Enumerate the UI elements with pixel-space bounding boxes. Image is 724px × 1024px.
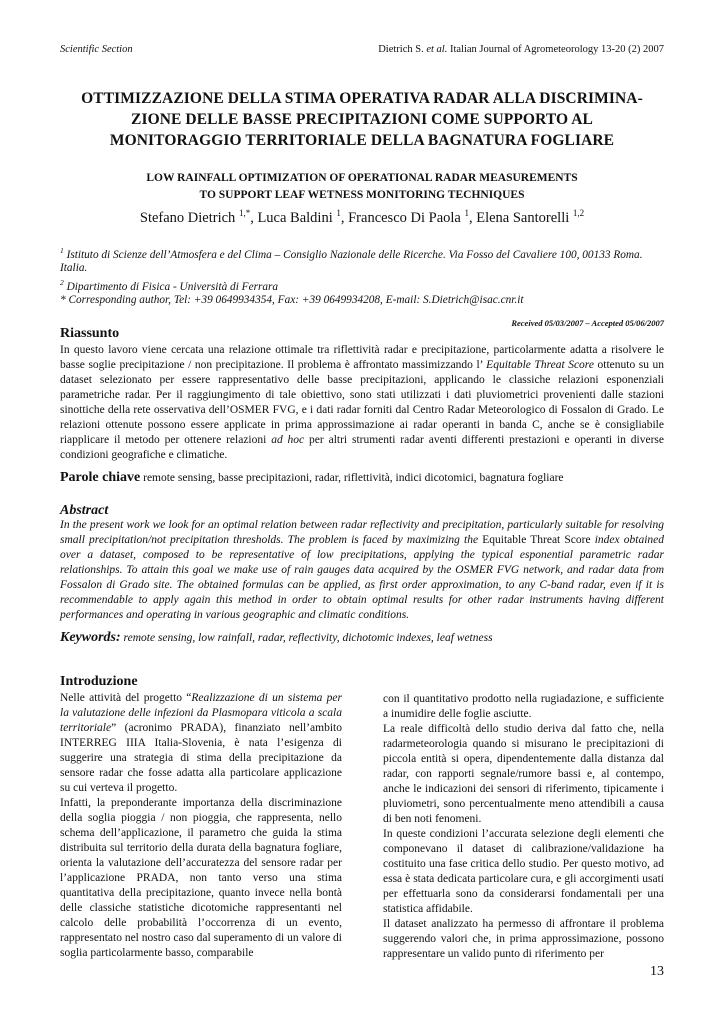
title-line: ZIONE DELLE BASSE PRECIPITAZIONI COME SUPPORTO AL: [131, 111, 593, 128]
affiliation-mark: 1: [60, 246, 64, 255]
citation-authors: Dietrich S.: [378, 44, 424, 55]
abstract-text: [60, 518, 664, 623]
keywords-text: remote sensing, low rainfall, radar, reflectivity, dichotomic indexes, leaf wetness: [120, 632, 493, 644]
citation-etal: et al.: [426, 44, 448, 55]
affiliation-2: [60, 276, 662, 294]
paragraph: Il dataset analizzato ha permesso di affrontare il problema suggerendo valori che, in prima approssimazione, possono rappresentare un valido punto di riferimento per: [383, 918, 664, 960]
text-run-upright: Equitable Threat Score: [482, 534, 591, 546]
paragraph: Infatti, la preponderante importanza della discriminazione della soglia pioggia / non pioggia, che rappresenta, nello schema dell’applicazione, il parametro che guida la stima distribuita sul territorio della durata della bagnatura fogliare, orienta la valutazione dell’accuratezza del sensore radar per l’applicazione PRADA, non tanto verso una stima quantitativa della precipitazione, quanto invece nella bontà delle classiche statistiche dicotomiche rappresentanti nel calcolo delle probabilità l’occorrenza di un evento, rappresentato nel nostro caso dal superamento di un valore di soglia particolarmente basso, comparabile: [60, 797, 342, 959]
subtitle-line: TO SUPPORT LEAF WETNESS MONITORING TECHNIQUES: [199, 189, 525, 201]
corresponding-author: * Corresponding author, Tel: +39 0649934354, Fax: +39 0649934208, E-mail: S.Dietrich@isac.cnr.it: [60, 294, 524, 307]
author-name: Stefano Dietrich: [139, 210, 236, 226]
affiliations: [60, 244, 662, 308]
text-run: ” (acronimo PRADA), finanziato nell’ambito INTERREG IIIA Italia-Slovenia, è nata l’esigenza di suggerire una strategia di stima della precipitazione da sensore radar che fosse adatta alla particolare applicazione su cui verteva il progetto.: [60, 722, 342, 794]
author-affiliation-mark: 1: [464, 208, 469, 219]
parole-chiave-label: Parole chiave: [60, 470, 141, 485]
riassunto-text: [60, 343, 664, 463]
text-run: Nelle attività del progetto “: [60, 692, 192, 704]
parole-chiave-text: remote sensing, basse precipitazioni, radar, riflettività, indici dicotomici, bagnatura fogliare: [140, 472, 564, 484]
author-name: Francesco Di Paola: [348, 210, 461, 226]
affiliation-1: [60, 244, 662, 276]
title-line: MONITORAGGIO TERRITORIALE DELLA BAGNATURA FOGLIARE: [109, 132, 615, 149]
affiliation-mark: 2: [60, 277, 64, 287]
text-run-italic: Equitable Threat Score: [486, 359, 594, 371]
citation-journal: Italian Journal of Agrometeorology 13-20 (2) 2007: [449, 44, 664, 55]
subtitle-line: LOW RAINFALL OPTIMIZATION OF OPERATIONAL RADAR MEASUREMENTS: [146, 172, 578, 184]
paragraph: La reale difficoltà dello studio deriva dal fatto che, nella radarmeteorologia quando si misurano le precipitazioni di piccola entità si opera, dipendentemente dalla distanza dal radar, con rapporti segnale/rumore bassi e, al contempo, anche le indicazioni dei sensori di riferimento, tipicamente i pluviometri, sono percentualmente meno attendibili a causa di ben noti fenomeni.: [383, 723, 664, 825]
text-run: index obtained over a dataset, composed to be representative of low precipitations, applying the typical esponential parametric radar relationships. To attain this goal we make use of rain gauges data acquired by the OSMER FVG network, and radar data from Fossalon di Grado site. The obtained formulas can be applied, as first order approximation, to any C-band radar, even if it is recommendable to apply again this method in order to obtain optimal results for other radar instruments having different performances and operating in various geographic and climatic conditions.: [60, 534, 664, 621]
riassunto-heading: Riassunto: [60, 326, 120, 341]
paragraph: In queste condizioni l’accurata selezione degli elementi che componevano il dataset di calibrazione/validazione ha costituito una fase critica dello studio. Per questo motivo, ad essa è stata dedicata particolare cura, e gli accorgimenti usati per effettuarla sono da considerarsi fondamentali per una statistica affidabile.: [383, 828, 664, 915]
author-name: Luca Baldini: [257, 210, 333, 226]
text-run-italic: ad hoc: [271, 434, 305, 446]
author-affiliation-mark: 1: [336, 208, 341, 219]
body-column-right: [383, 692, 664, 962]
author-name: Elena Santorelli: [476, 210, 570, 226]
introduzione-heading: Introduzione: [60, 674, 138, 689]
running-header: [60, 44, 664, 55]
paragraph: [60, 691, 342, 796]
paragraph: con il quantitativo prodotto nella rugiadazione, e sufficiente a inumidire delle foglie asciutte.: [383, 693, 664, 720]
affiliation-text: Dipartimento di Fisica - Università di Ferrara: [66, 280, 279, 293]
body-column-left: [60, 691, 342, 961]
keywords: [60, 630, 664, 646]
paper-title: [60, 88, 664, 151]
section-label: Scientific Section: [60, 44, 133, 55]
page-number: 13: [650, 964, 664, 979]
keywords-label: Keywords:: [60, 630, 121, 645]
affiliation-text: Istituto di Scienze dell’Atmosfera e del Clima – Consiglio Nazionale delle Ricerche. Via Fosso del Cavaliere 100, 00133 Roma. Italia.: [60, 248, 643, 275]
text-run: per altri strumenti radar aventi differenti prestazioni e operanti in diverse condizioni geografiche e climatiche.: [60, 434, 665, 461]
text-run-italic: Realizzazione di un sistema per la valutazione delle infezioni da Plasmopara viticola a scala territoriale: [60, 692, 342, 734]
author-affiliation-mark: 1,*: [238, 208, 251, 219]
author-affiliation-mark: 1,2: [572, 208, 585, 219]
paper-subtitle: [60, 170, 664, 204]
parole-chiave: [60, 470, 664, 486]
abstract-heading: Abstract: [60, 503, 109, 518]
text-run: ottenuto su un dataset selezionato per essere rappresentativo delle basse precipitazioni, applicando le classiche relazioni esponenziali parametriche radar. Per il raggiungimento di tale obiettivo, sono stati utilizzati i dati pluviometrici provenienti dalle stazioni sinottiche della rete osservativa dell’OSMER FVG, e i dati radar forniti dal Centro Radar Meteorologico di Fossalon di Grado. Le relazioni ottenute possono essere applicate in prima approssimazione ai radar operanti in banda C, anche se è consigliabile riapplicare il metodo per ottenere relazioni: [60, 359, 664, 446]
received-accepted-dates: Received 05/03/2007 – Accepted 05/06/2007: [511, 318, 664, 328]
text-run: In the present work we look for an optimal relation between radar reflectivity and precipitation, particularly suitable for resolving small precipitation/not precipitation thresholds. The problem is faced by maximizing the: [60, 519, 664, 546]
title-line: OTTIMIZZAZIONE DELLA STIMA OPERATIVA RADAR ALLA DISCRIMINA-: [81, 90, 643, 107]
author-list: Stefano Dietrich $^{1,*}$, Luca Baldini $^1$, Francesco Di Paola $^1$, Elena Santorelli $^{1,2}$: [139, 208, 585, 226]
text-run: In questo lavoro viene cercata una relazione ottimale tra riflettività radar e precipitazione, particolarmente adatta a risolvere le basse soglie precipitazione / non precipitazione. Il problema è affrontato massimizzando l’: [60, 344, 664, 371]
citation: [378, 44, 664, 55]
